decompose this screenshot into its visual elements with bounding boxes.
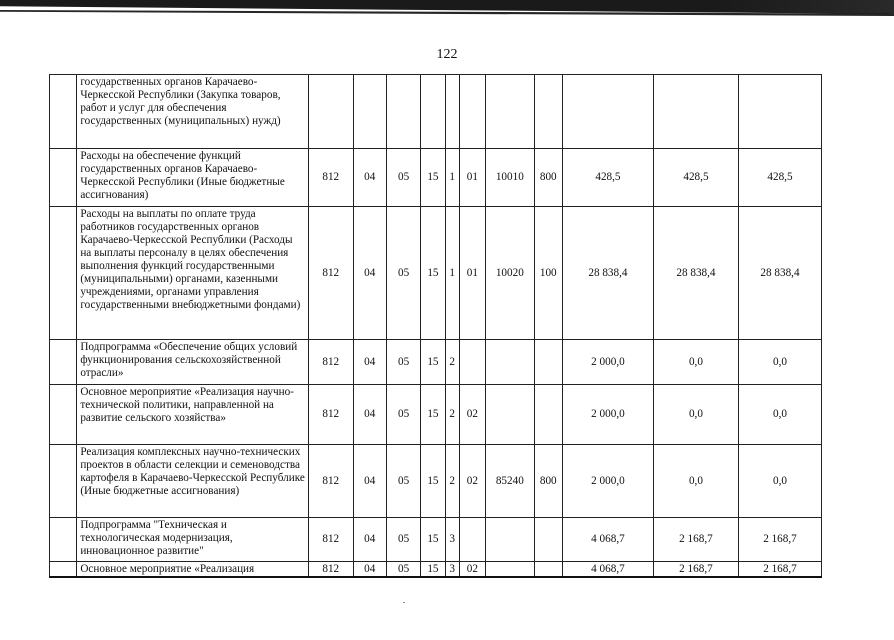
code-direction: [486, 518, 535, 562]
code-direction: 85240: [486, 445, 535, 518]
amount-year-3: 28 838,4: [738, 207, 821, 340]
code-ministry: [309, 75, 354, 149]
code-event: [459, 75, 485, 149]
code-expense-type: 800: [534, 445, 562, 518]
code-expense-type: [534, 518, 562, 562]
table-row: [50, 445, 822, 518]
code-program: 15: [421, 445, 445, 518]
amount-year-2: 2 168,7: [653, 562, 738, 578]
amount-year-1: 4 068,7: [562, 518, 653, 562]
code-section: [353, 75, 386, 149]
code-subprogram: 1: [445, 149, 459, 207]
amount-year-3: [738, 75, 821, 149]
code-direction: [486, 340, 535, 385]
row-number-cell: [50, 75, 77, 149]
item-name: Расходы на обеспечение функций государственных органов Карачаево-Черкесской Республики (Иные бюджетные ассигнования): [77, 149, 309, 207]
code-subsection: 05: [386, 207, 420, 340]
scan-speck: [403, 602, 405, 603]
table-row: [50, 149, 822, 207]
code-expense-type: 800: [534, 149, 562, 207]
amount-year-2: 428,5: [653, 149, 738, 207]
code-subsection: 05: [386, 385, 420, 445]
table-row: [50, 385, 822, 445]
row-number-cell: [50, 149, 77, 207]
row-number-cell: [50, 562, 77, 578]
amount-year-2: 0,0: [653, 385, 738, 445]
code-direction: [486, 562, 535, 578]
code-direction: [486, 385, 535, 445]
amount-year-2: 2 168,7: [653, 518, 738, 562]
code-event: [459, 340, 485, 385]
table-row: [50, 75, 822, 149]
amount-year-2: [653, 75, 738, 149]
code-expense-type: [534, 340, 562, 385]
code-subsection: 05: [386, 340, 420, 385]
code-subsection: 05: [386, 518, 420, 562]
code-program: 15: [421, 562, 445, 578]
code-program: [421, 75, 445, 149]
code-event: 02: [459, 562, 485, 578]
code-expense-type: 100: [534, 207, 562, 340]
item-name: государственных органов Карачаево-Черкесской Республики (Закупка товаров, работ и услуг для обеспечения государственных (муниципальных) нужд): [77, 75, 309, 149]
table-row: [50, 562, 822, 578]
budget-table: [49, 74, 822, 578]
table-row: [50, 207, 822, 340]
row-number-cell: [50, 340, 77, 385]
code-section: 04: [353, 445, 386, 518]
code-program: 15: [421, 207, 445, 340]
item-name: Основное мероприятие «Реализация: [77, 562, 309, 578]
code-subprogram: 2: [445, 385, 459, 445]
code-subprogram: 2: [445, 340, 459, 385]
code-subprogram: 1: [445, 207, 459, 340]
code-event: 02: [459, 385, 485, 445]
code-program: 15: [421, 518, 445, 562]
amount-year-1: 2 000,0: [562, 340, 653, 385]
amount-year-1: 4 068,7: [562, 562, 653, 578]
amount-year-1: 2 000,0: [562, 445, 653, 518]
code-expense-type: [534, 75, 562, 149]
code-event: 01: [459, 207, 485, 340]
code-subsection: 05: [386, 562, 420, 578]
item-name: Расходы на выплаты по оплате труда работников государственных органов Карачаево-Черкесской Республики (Расходы на выплаты персоналу в целях обеспечения выполнения функций государственными (муниципальными) органами, казенными учреждениями, органами управления государственными внебюджетными фондами): [77, 207, 309, 340]
row-number-cell: [50, 445, 77, 518]
amount-year-3: 2 168,7: [738, 562, 821, 578]
amount-year-3: 0,0: [738, 445, 821, 518]
code-section: 04: [353, 149, 386, 207]
amount-year-1: 28 838,4: [562, 207, 653, 340]
code-direction: 10010: [486, 149, 535, 207]
table-row: [50, 340, 822, 385]
amount-year-2: 0,0: [653, 445, 738, 518]
item-name: Реализация комплексных научно-технических проектов в области селекции и семеноводства картофеля в Карачаево-Черкесской Республике (Иные бюджетные ассигнования): [77, 445, 309, 518]
code-event: 02: [459, 445, 485, 518]
table-row: [50, 518, 822, 562]
code-ministry: 812: [309, 207, 354, 340]
code-direction: [486, 75, 535, 149]
amount-year-1: 2 000,0: [562, 385, 653, 445]
code-section: 04: [353, 207, 386, 340]
amount-year-3: 0,0: [738, 340, 821, 385]
code-program: 15: [421, 149, 445, 207]
amount-year-1: 428,5: [562, 149, 653, 207]
code-section: 04: [353, 518, 386, 562]
item-name: Основное мероприятие «Реализация научно-технической политики, направленной на развитие сельского хозяйства»: [77, 385, 309, 445]
code-section: 04: [353, 562, 386, 578]
code-ministry: 812: [309, 340, 354, 385]
item-name: Подпрограмма «Обеспечение общих условий функционирования сельскохозяйственной отрасли»: [77, 340, 309, 385]
code-ministry: 812: [309, 518, 354, 562]
amount-year-2: 28 838,4: [653, 207, 738, 340]
code-event: 01: [459, 149, 485, 207]
code-ministry: 812: [309, 445, 354, 518]
amount-year-3: 0,0: [738, 385, 821, 445]
row-number-cell: [50, 518, 77, 562]
code-direction: 10020: [486, 207, 535, 340]
code-expense-type: [534, 562, 562, 578]
code-program: 15: [421, 340, 445, 385]
code-subprogram: [445, 75, 459, 149]
code-subprogram: 3: [445, 562, 459, 578]
code-expense-type: [534, 385, 562, 445]
code-event: [459, 518, 485, 562]
row-number-cell: [50, 385, 77, 445]
code-ministry: 812: [309, 385, 354, 445]
code-subprogram: 2: [445, 445, 459, 518]
page-number: 122: [436, 47, 458, 62]
code-section: 04: [353, 385, 386, 445]
code-subsection: 05: [386, 149, 420, 207]
code-ministry: 812: [309, 149, 354, 207]
code-subsection: [386, 75, 420, 149]
amount-year-2: 0,0: [653, 340, 738, 385]
row-number-cell: [50, 207, 77, 340]
code-subprogram: 3: [445, 518, 459, 562]
amount-year-3: 428,5: [738, 149, 821, 207]
amount-year-1: [562, 75, 653, 149]
code-subsection: 05: [386, 445, 420, 518]
code-ministry: 812: [309, 562, 354, 578]
code-program: 15: [421, 385, 445, 445]
code-section: 04: [353, 340, 386, 385]
item-name: Подпрограмма "Техническая и технологическая модернизация, инновационное развитие": [77, 518, 309, 562]
amount-year-3: 2 168,7: [738, 518, 821, 562]
